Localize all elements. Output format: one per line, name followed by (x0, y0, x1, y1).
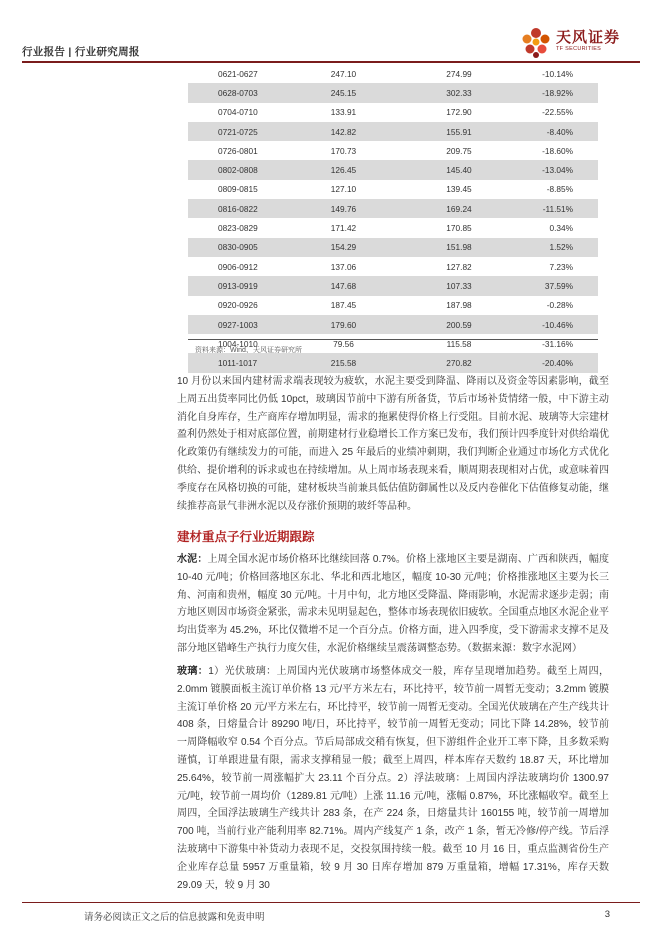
value-a-cell: 187.45 (263, 296, 369, 315)
table-row (188, 160, 598, 179)
week-cell: 0621-0627 (188, 64, 263, 83)
week-cell: 0628-0703 (188, 83, 263, 102)
change-cell: -8.85% (489, 180, 598, 199)
week-cell: 0809-0815 (188, 180, 263, 199)
brand-name-cn: 天风证券 (556, 29, 621, 46)
glass-paragraph (177, 663, 609, 894)
value-b-cell: 270.82 (369, 353, 489, 372)
glass-text: 1）光伏玻璃：上周国内光伏玻璃市场整体成交一般，库存呈现增加趋势。截至上周四，2.0mm 镀膜面板主流订单价格 13 元/平方米左右，环比持平，较节前一周暂无变动；3.2mm 镀膜主流订单价格 20 元/平方米左右，环比持平，较节前一周暂无变动。全国光伏玻璃在产生产线共计 408 条，日熔量合计 89290 吨/日，环比持平，较节前一周暂无变动；同比下降 14.28%，较节前一周降幅收窄 0.54 个百分点。节后局部成交稍有恢复，但下游组件企业开工率下降，且多数采购谨慎，订单跟进量有限，需求支撑稍显一般；截至上周四，样本库存天数约 18.87 天，环比增加 25.64%，较节前一周涨幅扩大 23.11 个百分点。2）浮法玻璃：上周国内浮法玻璃均价 1300.97 元/吨，较节前一周均价（1289.81 元/吨）上涨 11.16 元/吨，涨幅 0.87%，环比涨幅收窄。截至上周四，全国浮法玻璃生产线共计 283 条，在产 224 条，日熔量共计 160155 吨，较节前一周增加 700 吨，当前行业产能利用率 82.71%。周内产线复产 1 条，改产 1 条，暂无冷修/停产线。节后浮法玻璃中下游集中补货动力表现不足，交投氛围持续一般。截至 10 月 16 日，重点监测省份生产企业库存总量 5957 万重量箱，较 9 月 30 日库存增加 879 万重量箱，增幅 17.31%，库存天数 29.09 天，较 9 月 30 (177, 666, 609, 891)
value-a-cell: 137.06 (263, 257, 369, 276)
value-a-cell: 126.45 (263, 160, 369, 179)
change-cell: -11.51% (489, 199, 598, 218)
change-cell: -10.46% (489, 315, 598, 334)
week-cell: 1011-1017 (188, 353, 263, 372)
report-category: 行业报告 | 行业研究周报 (22, 46, 140, 58)
table-row (188, 238, 598, 257)
week-cell: 0721-0725 (188, 122, 263, 141)
week-cell: 0906-0912 (188, 257, 263, 276)
value-a-cell: 179.60 (263, 315, 369, 334)
table-row (188, 64, 598, 83)
value-a-cell: 142.82 (263, 122, 369, 141)
page-number: 3 (604, 909, 610, 920)
value-a-cell: 247.10 (263, 64, 369, 83)
table-row (188, 353, 598, 372)
table-row (188, 122, 598, 141)
week-cell: 0823-0829 (188, 218, 263, 237)
table-row (188, 257, 598, 276)
change-cell: -10.14% (489, 64, 598, 83)
value-a-cell: 133.91 (263, 103, 369, 122)
change-cell: 7.23% (489, 257, 598, 276)
value-b-cell: 302.33 (369, 83, 489, 102)
table-row (188, 103, 598, 122)
header-divider (22, 61, 640, 63)
week-cell: 0802-0808 (188, 160, 263, 179)
table-row (188, 199, 598, 218)
change-cell: -0.28% (489, 296, 598, 315)
value-b-cell: 169.24 (369, 199, 489, 218)
week-cell: 1004-1010 (188, 334, 263, 353)
value-a-cell: 170.73 (263, 141, 369, 160)
value-b-cell: 127.82 (369, 257, 489, 276)
brand-name-en: TF SECURITIES (556, 46, 602, 52)
value-b-cell: 170.85 (369, 218, 489, 237)
value-a-cell: 147.68 (263, 276, 369, 295)
table-row (188, 83, 598, 102)
flower-logo-icon (518, 24, 554, 60)
table-row (188, 315, 598, 334)
footer-divider (22, 902, 640, 903)
price-data-table (188, 64, 598, 373)
value-b-cell: 274.99 (369, 64, 489, 83)
cement-lead: 水泥： (177, 554, 208, 565)
change-cell: -8.40% (489, 122, 598, 141)
value-a-cell: 154.29 (263, 238, 369, 257)
change-cell: -13.04% (489, 160, 598, 179)
value-a-cell: 171.42 (263, 218, 369, 237)
week-cell: 0913-0919 (188, 276, 263, 295)
change-cell: 1.52% (489, 238, 598, 257)
value-b-cell: 115.58 (369, 334, 489, 353)
footer-disclaimer: 请务必阅读正文之后的信息披露和免责申明 (84, 912, 265, 923)
value-b-cell: 145.40 (369, 160, 489, 179)
change-cell: 37.59% (489, 276, 598, 295)
summary-paragraph: 10 月份以来国内建材需求端表现较为疲软，水泥主要受到降温、降雨以及资金等因素影响，截至上周五出货率同比仍低 10pct，玻璃因节前中下游有所备货，节后市场补货情绪一般，中下游主动消化自身库存，生产商库存增加明显，需求的拖累使得价格上行受阻。目前水泥、玻璃等大宗建材盈利仍然处于相对底部位置，前期建材行业稳增长工作方案已发布，我们预计四季度针对供给端优化政策仍有继续发力的可能，而进入 25 年最后的业绩冲刺期，我们判断企业通过市场化方式优化供给、提价增利的诉求或也在持续增加。从上周市场表现来看，顺周期表现相对占优，或意味着四季度存在风格切换的可能，建材板块当前兼具低估值防御属性以及反内卷催化下估值修复动能，继续推荐高景气非洲水泥以及存涨价预期的玻纤等品种。 (177, 376, 609, 512)
table-row (188, 218, 598, 237)
value-a-cell: 149.76 (263, 199, 369, 218)
value-b-cell: 172.90 (369, 103, 489, 122)
cement-paragraph (177, 551, 609, 658)
table-row (188, 296, 598, 315)
table-bottom-rule (188, 339, 598, 340)
value-a-cell: 215.58 (263, 353, 369, 372)
value-a-cell: 79.56 (263, 334, 369, 353)
value-b-cell: 187.98 (369, 296, 489, 315)
week-cell: 0920-0926 (188, 296, 263, 315)
week-cell: 0830-0905 (188, 238, 263, 257)
section-title: 建材重点子行业近期跟踪 (177, 530, 315, 544)
change-cell: -31.16% (489, 334, 598, 353)
change-cell: -20.40% (489, 353, 598, 372)
value-b-cell: 151.98 (369, 238, 489, 257)
change-cell: -18.92% (489, 83, 598, 102)
cement-text: 上周全国水泥市场价格环比继续回落 0.7%。价格上涨地区主要是湖南、广西和陕西，幅度 10-40 元/吨；价格回落地区东北、华北和西北地区，幅度 10-30 元/吨；价格推涨地区主要为长三角、河南和贵州，幅度 30 元/吨。十月中旬，北方地区受降温、降雨影响，水泥需求逐步走弱；南方地区则因市场资金紧张，需求未见明显起色，整体市场表现依旧疲软。全国重点地区水泥企业平均出货率为 45.2%，环比仅微增不足一个百分点。价格方面，进入四季度，受下游需求支撑不足及部分地区错峰生产执行力度欠佳，水泥价格继续呈震荡调整态势。（数据来源：数字水泥网） (177, 554, 610, 654)
brand-logo (518, 22, 640, 62)
table-row (188, 141, 598, 160)
week-cell: 0704-0710 (188, 103, 263, 122)
table-source: 资料来源：Wind、天风证券研究所 (195, 347, 302, 354)
value-b-cell: 200.59 (369, 315, 489, 334)
value-b-cell: 209.75 (369, 141, 489, 160)
glass-lead: 玻璃： (177, 666, 209, 677)
change-cell: -22.55% (489, 103, 598, 122)
table-row (188, 276, 598, 295)
week-cell: 0726-0801 (188, 141, 263, 160)
week-cell: 0816-0822 (188, 199, 263, 218)
change-cell: -18.60% (489, 141, 598, 160)
change-cell: 0.34% (489, 218, 598, 237)
value-a-cell: 127.10 (263, 180, 369, 199)
value-b-cell: 107.33 (369, 276, 489, 295)
week-cell: 0927-1003 (188, 315, 263, 334)
value-b-cell: 139.45 (369, 180, 489, 199)
value-a-cell: 245.15 (263, 83, 369, 102)
value-b-cell: 155.91 (369, 122, 489, 141)
table-row (188, 180, 598, 199)
